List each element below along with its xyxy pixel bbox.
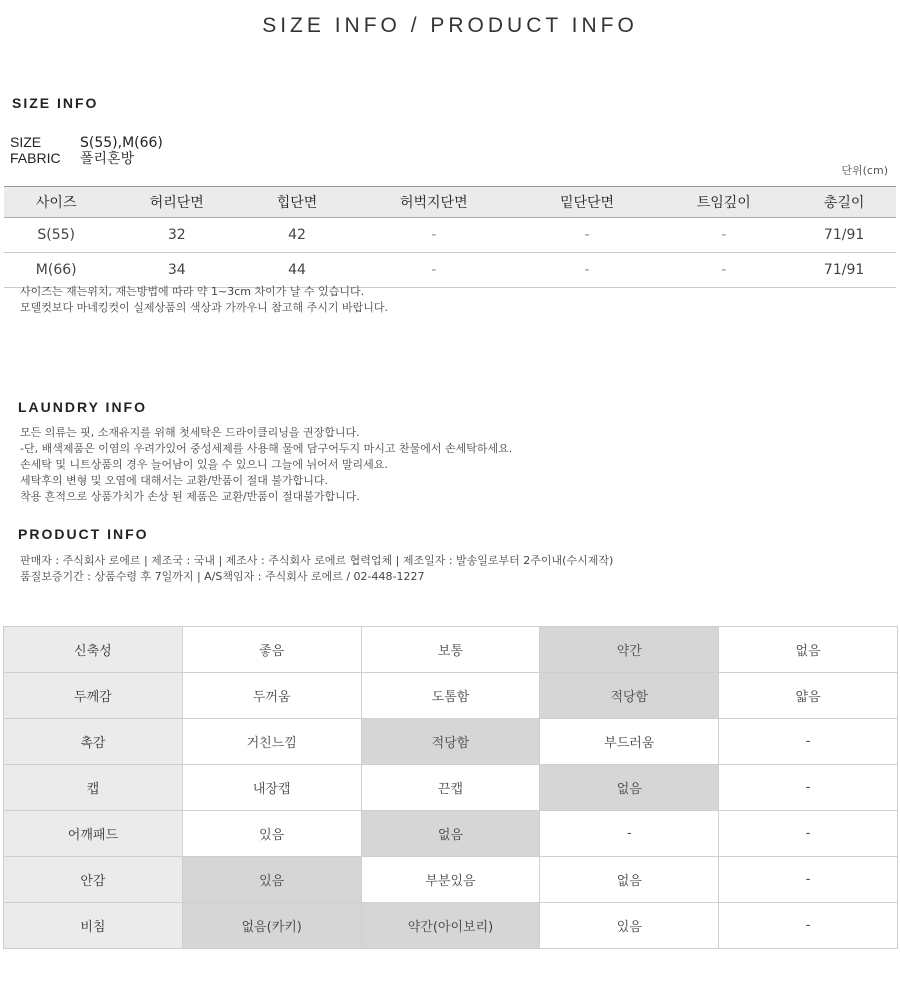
product-info-heading: PRODUCT INFO — [18, 526, 149, 542]
feel-option: 도톰함 — [361, 673, 540, 719]
feel-option: - — [719, 811, 898, 857]
size-spec — [10, 134, 163, 151]
feel-option: 약간(아이보리) — [361, 903, 540, 949]
size-header-cell: 허벅지단면 — [349, 187, 519, 218]
feel-row — [4, 719, 898, 765]
size-header-cell: 사이즈 — [4, 187, 108, 218]
size-header-cell: 허리단면 — [108, 187, 245, 218]
table-cell: - — [655, 253, 792, 288]
feel-label: 안감 — [4, 857, 183, 903]
feel-option: - — [719, 857, 898, 903]
table-cell: 44 — [245, 253, 349, 288]
product-notes — [20, 553, 613, 585]
feel-label: 비침 — [4, 903, 183, 949]
product-line: 판매자 : 주식회사 로에르 | 제조국 : 국내 | 제조사 : 주식회사 로에르 협력업체 | 제조일자 : 발송일로부터 2주이내(수시제작) — [20, 554, 614, 567]
laundry-info-heading: LAUNDRY INFO — [18, 399, 147, 415]
laundry-line: 모든 의류는 핏, 소재유지를 위해 첫세탁은 드라이클리닝을 권장합니다. — [20, 426, 360, 439]
size-label: SIZE — [10, 134, 42, 150]
size-header-cell: 트임깊이 — [655, 187, 792, 218]
feel-option: 부드러움 — [540, 719, 719, 765]
size-header-cell: 총길이 — [792, 187, 896, 218]
page-title: SIZE INFO / PRODUCT INFO — [262, 14, 638, 37]
feel-option: 내장캡 — [182, 765, 361, 811]
feel-option: 끈캡 — [361, 765, 540, 811]
feel-option: 없음 — [540, 857, 719, 903]
fabric-value: 폴리혼방 — [80, 151, 135, 167]
fabric-spec — [10, 150, 134, 167]
table-cell: M(66) — [4, 253, 108, 288]
size-header-cell: 힙단면 — [245, 187, 349, 218]
feel-label: 캡 — [4, 765, 183, 811]
feel-option: 좋음 — [182, 627, 361, 673]
feel-option: 없음 — [719, 627, 898, 673]
table-cell: - — [349, 218, 519, 253]
feel-row — [4, 627, 898, 673]
table-cell: - — [519, 253, 656, 288]
note-line: 사이즈는 재는위치, 재는방법에 따라 약 1~3cm 차이가 날 수 있습니다. — [20, 285, 365, 298]
table-row — [4, 218, 896, 253]
feel-row — [4, 903, 898, 949]
feel-label: 촉감 — [4, 719, 183, 765]
fabric-feel-table — [3, 626, 898, 949]
table-cell: 34 — [108, 253, 245, 288]
feel-option: - — [719, 903, 898, 949]
size-table-header — [4, 187, 896, 218]
feel-row — [4, 673, 898, 719]
feel-option: 얇음 — [719, 673, 898, 719]
laundry-line: 손세탁 및 니트상품의 경우 늘어남이 있을 수 있으니 그늘에 뉘어서 말리세요. — [20, 458, 388, 471]
size-info-heading: SIZE INFO — [12, 95, 99, 111]
feel-label: 어깨패드 — [4, 811, 183, 857]
table-cell: 71/91 — [792, 218, 896, 253]
feel-option: 부분있음 — [361, 857, 540, 903]
table-cell: S(55) — [4, 218, 108, 253]
feel-option: 없음(카키) — [182, 903, 361, 949]
size-notes — [20, 284, 388, 316]
table-cell: 42 — [245, 218, 349, 253]
unit-label: 단위(cm) — [841, 164, 888, 177]
feel-option: 적당함 — [361, 719, 540, 765]
feel-option: - — [719, 765, 898, 811]
table-cell: - — [349, 253, 519, 288]
size-table — [4, 186, 896, 288]
laundry-line: 착용 흔적으로 상품가치가 손상 된 제품은 교환/반품이 절대불가합니다. — [20, 490, 360, 503]
table-row — [4, 253, 896, 288]
table-cell: 32 — [108, 218, 245, 253]
feel-label: 신축성 — [4, 627, 183, 673]
fabric-label: FABRIC — [10, 150, 61, 166]
feel-option: 없음 — [540, 765, 719, 811]
feel-option: 거친느낌 — [182, 719, 361, 765]
product-line: 품질보증기간 : 상품수령 후 7일까지 | A/S책임자 : 주식회사 로에르 / 02-448-1227 — [20, 570, 425, 583]
feel-row — [4, 811, 898, 857]
feel-option: 약간 — [540, 627, 719, 673]
laundry-notes — [20, 425, 512, 505]
feel-row — [4, 857, 898, 903]
table-cell: - — [655, 218, 792, 253]
laundry-line: -단, 배색제품은 이염의 우려가있어 중성세제를 사용해 물에 담구어두지 마시고 찬물에서 손세탁하세요. — [20, 442, 513, 455]
note-line: 모델컷보다 마네킹컷이 실제상품의 색상과 가까우니 참고해 주시기 바랍니다. — [20, 301, 389, 314]
table-cell: - — [519, 218, 656, 253]
size-header-cell: 밑단단면 — [519, 187, 656, 218]
feel-label: 두께감 — [4, 673, 183, 719]
feel-option: 보통 — [361, 627, 540, 673]
feel-option: 있음 — [182, 811, 361, 857]
feel-option: 있음 — [540, 903, 719, 949]
feel-option: 없음 — [361, 811, 540, 857]
feel-option: - — [540, 811, 719, 857]
table-cell: 71/91 — [792, 253, 896, 288]
feel-option: 두꺼움 — [182, 673, 361, 719]
feel-row — [4, 765, 898, 811]
feel-option: - — [719, 719, 898, 765]
feel-option: 있음 — [182, 857, 361, 903]
feel-option: 적당함 — [540, 673, 719, 719]
laundry-line: 세탁후의 변형 및 오염에 대해서는 교환/반품이 절대 불가합니다. — [20, 474, 328, 487]
size-value: S(55),M(66) — [80, 135, 163, 151]
